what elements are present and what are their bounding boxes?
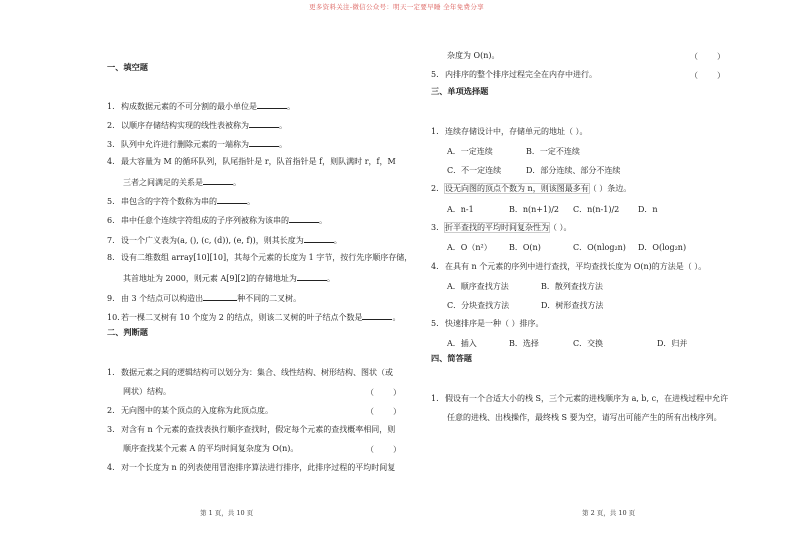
mc-4-option-b[interactable]: B．散列查找方法 — [541, 282, 603, 291]
section-title-fill-in: 一、填空题 — [107, 62, 148, 72]
answer-blank[interactable] — [362, 311, 392, 320]
mc-2-option-a[interactable]: A．n-1 — [447, 205, 474, 214]
mc-4-option-a[interactable]: A．顺序查找方法 — [447, 282, 509, 291]
mc-2-option-c[interactable]: C．n(n-1)/2 — [573, 205, 620, 214]
mc-question-1: 1. 连续存储设计中，存储单元的地址（ ）。 — [431, 127, 588, 136]
mc-3-option-b[interactable]: B．O(n) — [509, 243, 541, 252]
mc-5-option-a[interactable]: A．插入 — [447, 339, 477, 348]
answer-paren-close: ） — [717, 52, 725, 61]
section-title-short-answer: 四、简答题 — [431, 353, 472, 363]
mc-4-option-c[interactable]: C．分块查找方法 — [447, 301, 510, 310]
fill-in-question-4-line2: 三者之间满足的关系是 。 — [123, 178, 241, 187]
mc-5-option-c[interactable]: C．交换 — [573, 339, 604, 348]
page-2 — [396, 0, 793, 560]
mc-4-option-d[interactable]: D．树形查找方法 — [541, 301, 604, 310]
tf-question-3: 3. 对含有 n 个元素的查找表执行顺序查找时，假定每个元素的查找概率相同，则 — [107, 425, 396, 434]
mc-3-option-a[interactable]: A．O（n²） — [447, 243, 492, 252]
fill-in-question-2: 2. 以顺序存储结构实现的线性表被称为 。 — [107, 121, 287, 130]
fill-in-question-8: 8. 设有二维数组 array[10][10]，其每个元素的长度为 1 字节，按行先序顺序存储， — [107, 253, 413, 262]
answer-blank[interactable] — [249, 138, 279, 147]
fill-in-question-9: 9. 由 3 个结点可以构造出 种不同的二叉树。 — [107, 294, 302, 303]
tf-question-4-line2: 杂度为 O(n)。 — [447, 51, 500, 60]
short-answer-question-1: 1. 假设有一个合适大小的栈 S，三个元素的进栈顺序为 a, b, c，在进栈过程中允许 — [431, 394, 729, 403]
mc-1-option-b[interactable]: B．一定不连续 — [526, 147, 580, 156]
mc-question-2: 2. 设无向图的顶点个数为 n，则该图最多有（ ）条边。 — [431, 184, 632, 193]
mc-2-option-b[interactable]: B．n(n+1)/2 — [509, 205, 560, 214]
fill-in-question-8-line2: 其首地址为 2000，则元素 A[9][2]的存储地址为 。 — [123, 274, 335, 283]
answer-blank[interactable] — [249, 119, 279, 128]
page-footer-2: 第 2 页，共 10 页 — [582, 509, 636, 517]
answer-paren-open[interactable]: （ — [366, 407, 374, 416]
answer-blank[interactable] — [217, 195, 247, 204]
mc-5-option-d[interactable]: D．归并 — [657, 339, 688, 348]
tf-question-2: 2. 无向图中的某个顶点的入度称为此顶点度。 — [107, 406, 273, 415]
answer-paren-close: ） — [717, 71, 725, 80]
short-answer-question-1-line2: 任意的进栈、出栈操作，最终栈 S 要为空，请写出可能产生的所有出栈序列。 — [447, 413, 722, 422]
mc-1-option-d[interactable]: D．部分连续、部分不连续 — [526, 166, 621, 175]
tf-question-4: 4. 对一个长度为 n 的列表使用冒泡排序算法进行排序，此排序过程的平均时间复 — [107, 463, 396, 472]
mc-5-option-b[interactable]: B．选择 — [509, 339, 539, 348]
mc-question-5: 5. 快速排序是一种（ ）排序。 — [431, 319, 544, 328]
section-title-true-false: 二、判断题 — [107, 327, 148, 337]
fill-in-question-1: 1. 构成数据元素的不可分割的最小单位是 。 — [107, 102, 295, 111]
answer-paren-open[interactable]: （ — [366, 388, 374, 397]
answer-blank[interactable] — [304, 234, 334, 243]
answer-blank[interactable] — [257, 100, 287, 109]
fill-in-question-3: 3. 队列中允许进行删除元素的一端称为 。 — [107, 140, 287, 149]
page-footer-1: 第 1 页，共 10 页 — [200, 509, 254, 517]
mc-3-option-c[interactable]: C．O(nlog₂n) — [573, 243, 626, 252]
mc-1-option-a[interactable]: A．一定连续 — [447, 147, 493, 156]
answer-paren-close: ） — [393, 445, 401, 454]
tf-question-3-line2: 顺序查找某个元素 A 的平均时间复杂度为 O(n)。 — [123, 444, 299, 453]
answer-blank[interactable] — [297, 272, 327, 281]
mc-3-option-d[interactable]: D．O(log₂n) — [638, 243, 687, 252]
answer-blank[interactable] — [203, 176, 233, 185]
fill-in-question-5: 5. 串包含的字符个数称为串的 。 — [107, 197, 255, 206]
mc-2-option-d[interactable]: D．n — [638, 205, 658, 214]
answer-paren-open[interactable]: （ — [690, 52, 698, 61]
promo-banner: 更多资料关注-微信公众号：明天一定要早睡 全年免费分享 — [309, 3, 484, 11]
tf-question-1-line2: 网状）结构。 — [123, 387, 171, 396]
mc-1-option-c[interactable]: C．不一定连续 — [447, 166, 502, 175]
mc-question-3: 3. 折半查找的平均时间复杂性为（ ）。 — [431, 223, 572, 232]
tf-question-1: 1. 数据元素之间的逻辑结构可以划分为：集合、线性结构、树形结构、图状（或 — [107, 368, 393, 377]
answer-paren-open[interactable]: （ — [366, 445, 374, 454]
answer-blank[interactable] — [203, 292, 237, 301]
answer-paren-open[interactable]: （ — [690, 71, 698, 80]
fill-in-question-4: 4. 最大容量为 M 的循环队列，队尾指针是 r，队首指针是 f，则队满时 r，f，M — [107, 157, 396, 166]
tf-question-5: 5. 内排序的整个排序过程完全在内存中进行。 — [431, 70, 597, 79]
answer-blank[interactable] — [289, 214, 319, 223]
answer-paren-close: ） — [393, 388, 401, 397]
fill-in-question-6: 6. 串中任意个连续字符组成的子序列被称为该串的 。 — [107, 216, 327, 225]
section-title-multiple-choice: 三、单项选择题 — [431, 86, 489, 96]
fill-in-question-10: 10.若一棵二叉树有 10 个度为 2 的结点，则该二叉树的叶子结点个数是 。 — [107, 313, 401, 322]
fill-in-question-7: 7. 设一个广义表为(a, (), (c, (d)), (e, f))，则其长度为 。 — [107, 236, 342, 245]
mc-question-4: 4. 在具有 n 个元素的序列中进行查找，平均查找长度为 O(n)的方法是（ ）。 — [431, 262, 707, 271]
answer-paren-close: ） — [393, 407, 401, 416]
